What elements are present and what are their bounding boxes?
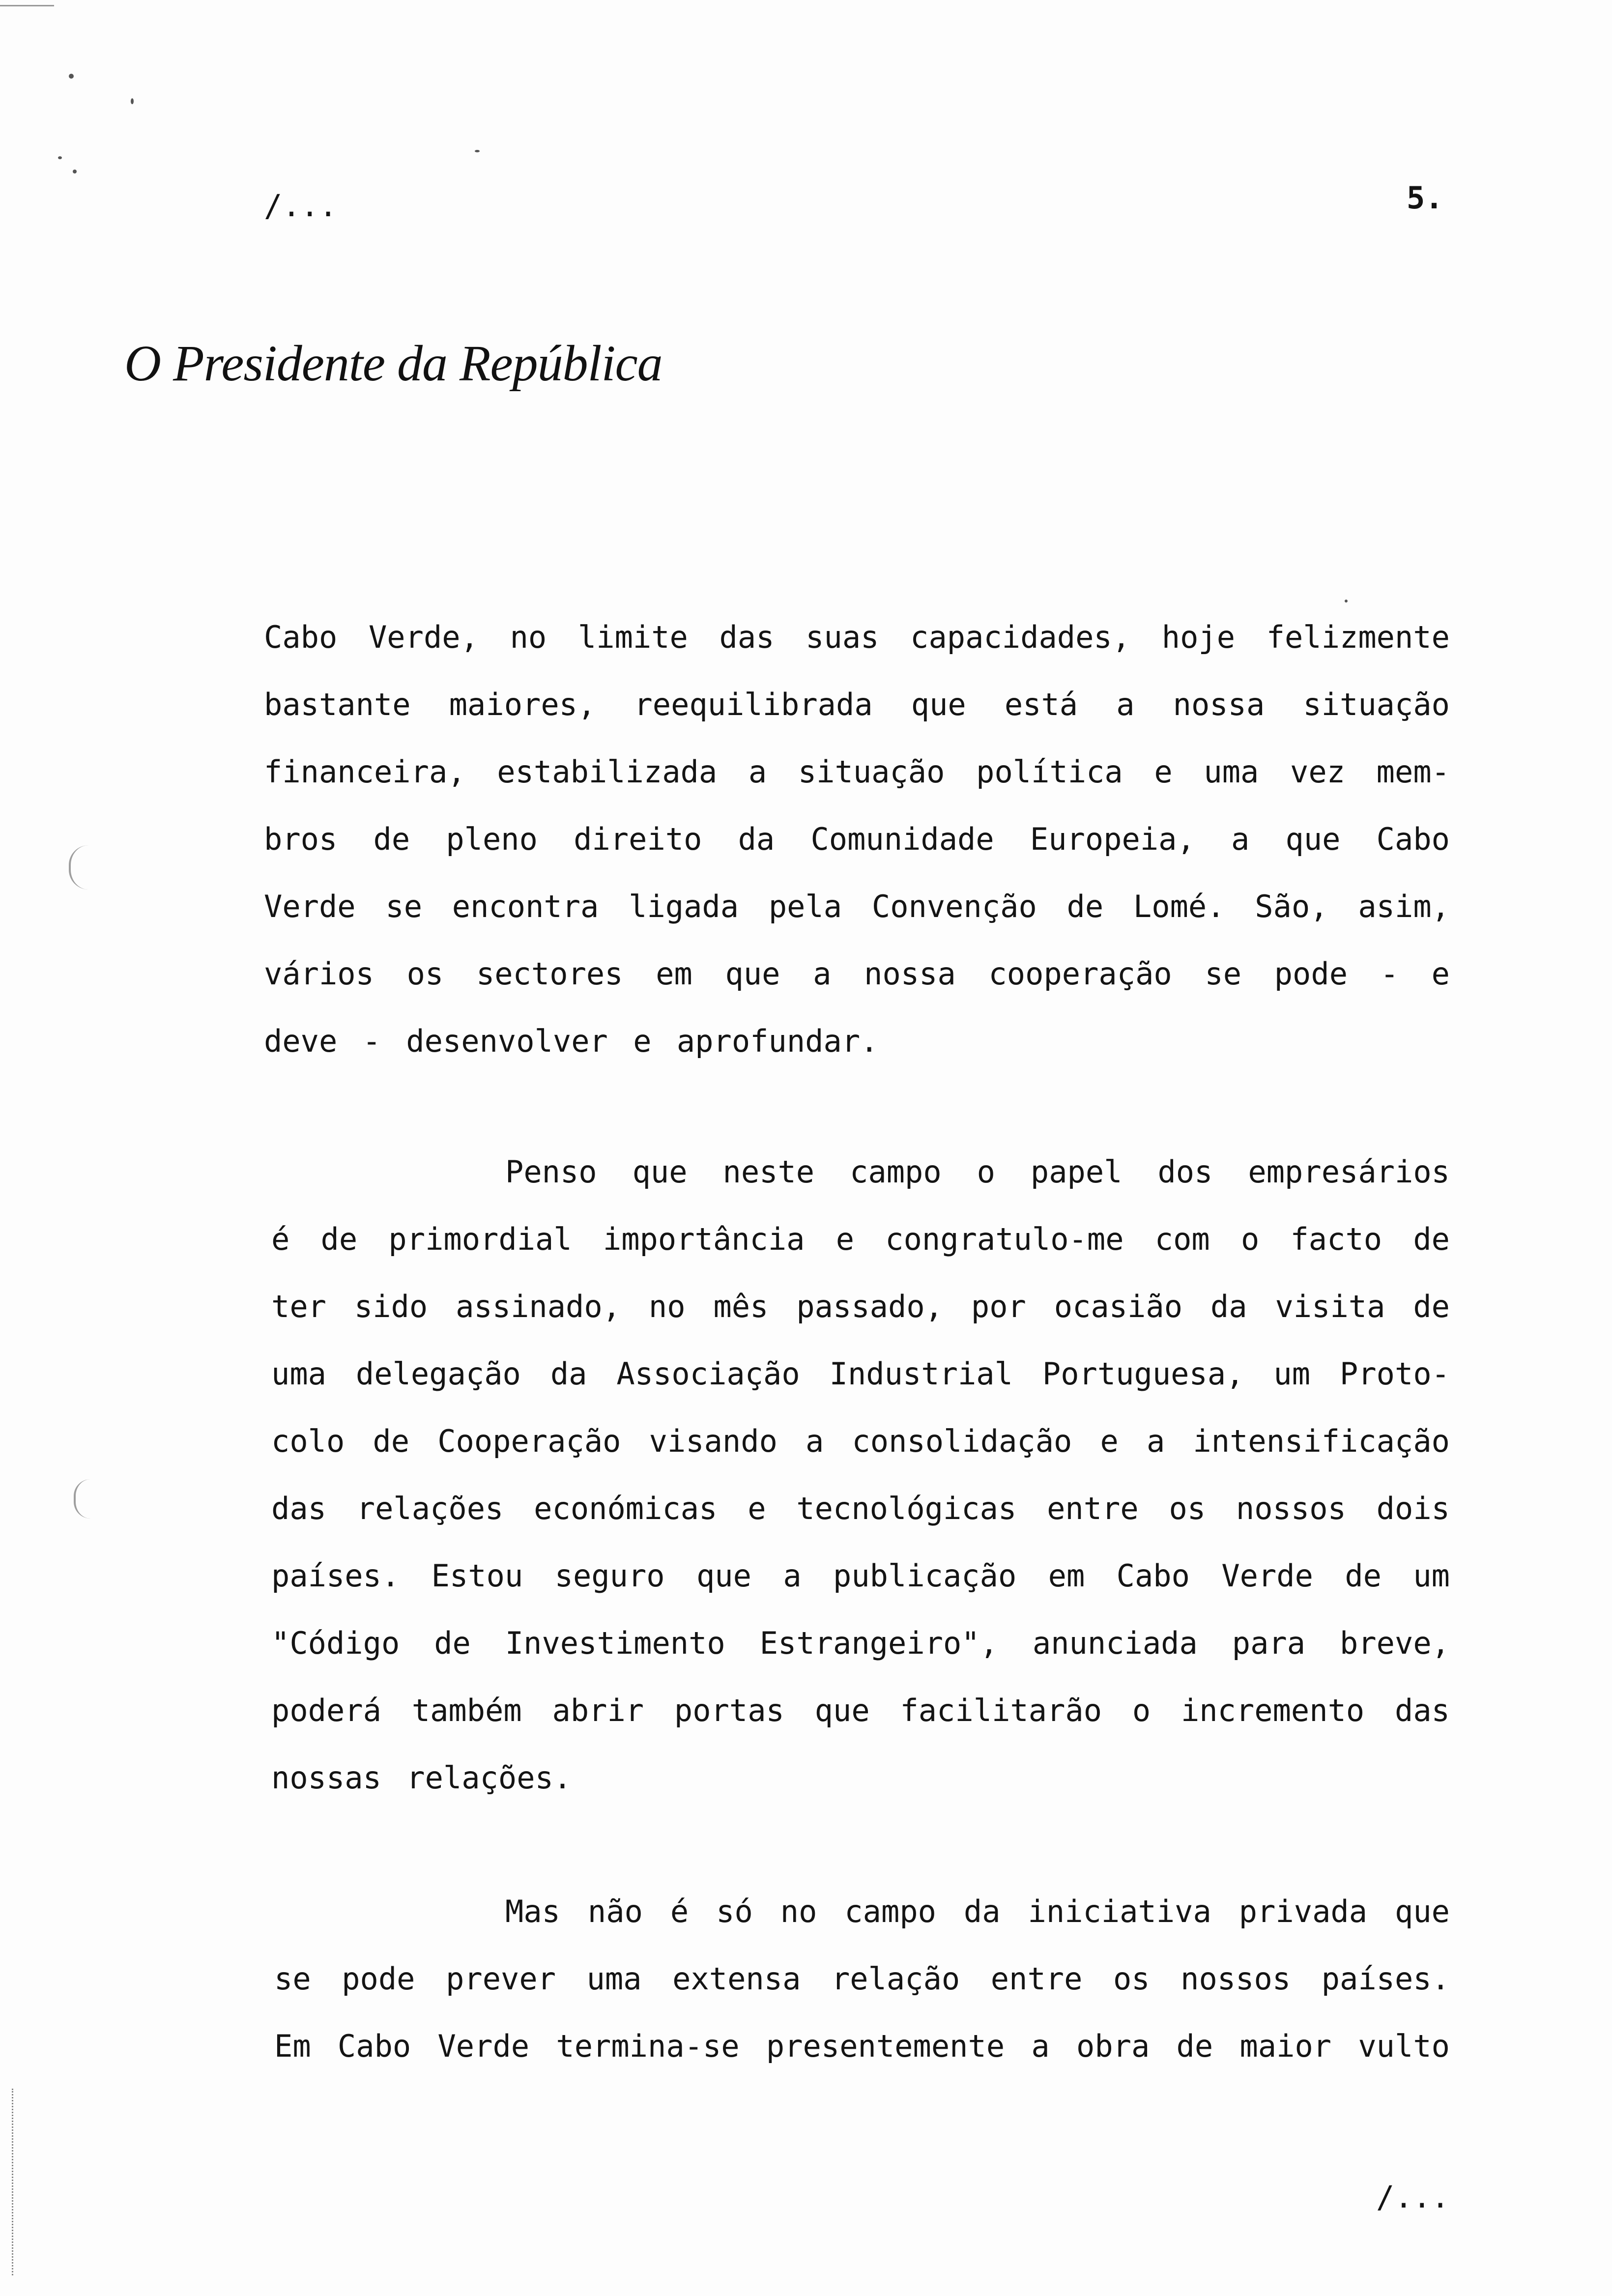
- letterhead-title: O Presidente da República: [124, 335, 662, 392]
- scan-speck: [69, 74, 74, 79]
- continuation-marker-bottom: /...: [1376, 2179, 1450, 2215]
- paragraph-line: ter sido assinado, no mês passado, por ocasião da visita de: [271, 1289, 1450, 1324]
- paragraph-line: bros de pleno direito da Comunidade Europeia, a que Cabo: [264, 821, 1450, 857]
- paragraph-line: Em Cabo Verde termina-se presentemente a obra de maior vulto: [274, 2028, 1450, 2064]
- paragraph-line: Verde se encontra ligada pela Convenção de Lomé. São, asim,: [264, 889, 1450, 924]
- paragraph-2: [271, 1138, 1450, 1811]
- paragraph-line: vários os sectores em que a nossa cooperação se pode - e: [264, 956, 1450, 992]
- paragraph-line: das relações económicas e tecnológicas entre os nossos dois: [271, 1491, 1450, 1526]
- paragraph-line: países. Estou seguro que a publicação em Cabo Verde de um: [271, 1558, 1450, 1594]
- page-number: 5.: [1407, 180, 1443, 216]
- continuation-marker-top: /...: [264, 188, 338, 224]
- paragraph-line: deve - desenvolver e aprofundar.: [264, 1023, 879, 1059]
- paragraph-line: Cabo Verde, no limite das suas capacidades, hoje felizmente: [264, 619, 1450, 655]
- scan-dotted-edge: [12, 2089, 13, 2275]
- scan-speck: [131, 98, 134, 104]
- scan-edge-mark: [74, 1479, 90, 1519]
- paragraph-line: é de primordial importância e congratulo-me com o facto de: [271, 1221, 1450, 1257]
- paragraph-line: se pode prever uma extensa relação entre os nossos países.: [274, 1961, 1450, 1997]
- scan-speck: [58, 156, 62, 159]
- paragraph-line: nossas relações.: [271, 1760, 572, 1796]
- paragraph-3: [274, 1878, 1450, 2080]
- paragraph-1: [264, 603, 1450, 1075]
- paragraph-line: colo de Cooperação visando a consolidação e a intensificação: [271, 1423, 1450, 1459]
- scan-speck: [1345, 600, 1348, 603]
- paragraph-line: "Código de Investimento Estrangeiro", anunciada para breve,: [271, 1625, 1450, 1661]
- paragraph-line: financeira, estabilizada a situação política e uma vez mem-: [264, 754, 1450, 790]
- paragraph-line: Penso que neste campo o papel dos empresários: [505, 1154, 1450, 1190]
- paragraph-line: uma delegação da Associação Industrial Portuguesa, um Proto-: [271, 1356, 1450, 1392]
- paragraph-line: bastante maiores, reequilibrada que está a nossa situação: [264, 687, 1450, 722]
- scan-edge-rule: [0, 5, 54, 6]
- paragraph-line: poderá também abrir portas que facilitarão o incremento das: [271, 1693, 1450, 1728]
- paragraph-line: Mas não é só no campo da iniciativa privada que: [505, 1894, 1450, 1929]
- scan-edge-mark: [69, 845, 90, 890]
- scan-speck: [73, 170, 77, 173]
- scan-speck: [475, 150, 480, 152]
